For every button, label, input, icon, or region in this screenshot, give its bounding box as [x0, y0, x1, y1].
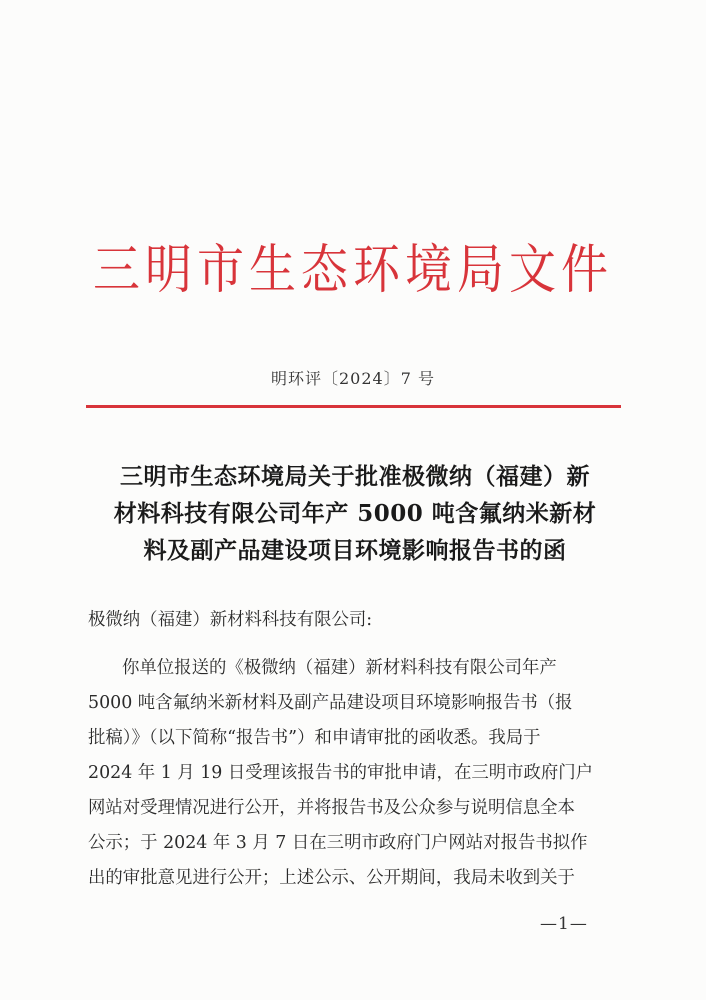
page-number: —1—	[540, 914, 588, 934]
body-line: 网站对受理情况进行公开，并将报告书及公众参与说明信息全本	[88, 798, 575, 818]
subject-line: 料及副产品建设项目环境影响报告书的函	[143, 537, 567, 564]
body-line: 出的审批意见进行公开；上述公示、公开期间，我局未收到关于	[88, 868, 575, 888]
body-line: 公示；于 2024 年 3 月 7 日在三明市政府门户网站对报告书拟作	[88, 833, 588, 853]
body-line: 2024 年 1 月 19 日受理该报告书的审批申请，在三明市政府门户	[88, 763, 594, 783]
body-line: 你单位报送的《极微纳（福建）新材料科技有限公司年产	[122, 658, 557, 678]
document-subject	[80, 458, 630, 569]
body-line: 批稿）》（以下简称“报告书”）和申请审批的函收悉。我局于	[88, 728, 541, 748]
body-line: 5000 吨含氟纳米新材料及副产品建设项目环境影响报告书（报	[88, 693, 573, 713]
red-divider-line	[86, 405, 621, 408]
subject-line: 三明市生态环境局关于批准极微纳（福建）新	[120, 463, 590, 490]
recipient-line: 极微纳（福建）新材料科技有限公司:	[88, 610, 373, 630]
subject-line: 材料科技有限公司年产 5000 吨含氟纳米新材	[113, 500, 597, 527]
issuer-header-title: 三明市生态环境局文件	[93, 239, 613, 301]
document-number: 明环评〔2024〕7 号	[271, 369, 435, 388]
